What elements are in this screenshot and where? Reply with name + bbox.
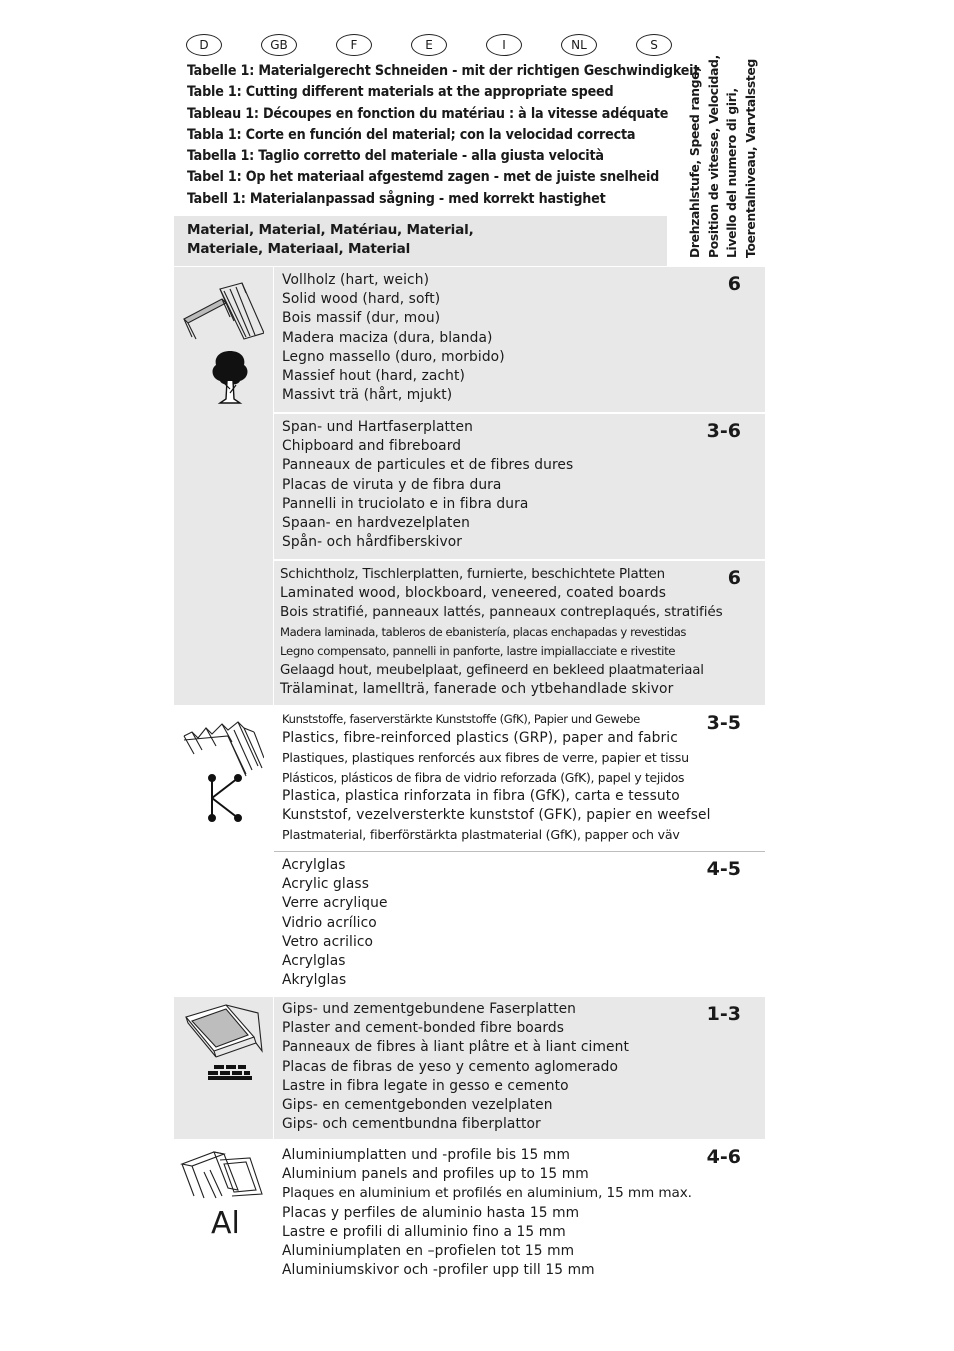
plastic-icon-cell bbox=[174, 706, 273, 996]
fibreboard-icon bbox=[182, 1003, 264, 1059]
row-text-line: Kunststoffe, faserverstärkte Kunststoffe (GfK), Papier und Gewebe bbox=[282, 712, 640, 726]
row-text-line: Schichtholz, Tischlerplatten, furnierte, beschichtete Platten bbox=[280, 567, 665, 582]
language-badge-i: I bbox=[486, 34, 522, 56]
row-text-line: Lastre in fibra legate in gesso e cemento bbox=[282, 1077, 569, 1094]
row-text-line: Vollholz (hart, weich) bbox=[282, 272, 430, 288]
aluminium-symbol: Al bbox=[211, 1206, 240, 1241]
speed-value: 6 bbox=[727, 567, 741, 589]
row-text-line: Plastics, fibre-reinforced plastics (GRP), paper and fabric bbox=[282, 730, 678, 747]
aluminium-profile-icon bbox=[180, 1150, 264, 1202]
row-text-line: Placas y perfiles de aluminio hasta 15 mm bbox=[282, 1204, 580, 1221]
table-row bbox=[274, 997, 765, 1139]
row-text-line: Pannelli in truciolato e in fibra dura bbox=[282, 495, 529, 512]
row-text-line: Laminated wood, blockboard, veneered, coated boards bbox=[280, 585, 666, 602]
row-text-line: Trälaminat, lamellträ, fanerade och ytbehandlade skivor bbox=[280, 681, 674, 698]
speed-value: 6 bbox=[727, 273, 741, 295]
wood-board-icon bbox=[182, 281, 264, 341]
table-row bbox=[274, 1140, 765, 1290]
row-text-line: Plastica, plastica rinforzata in fibra (GfK), carta e tessuto bbox=[282, 787, 680, 804]
fibreboard-icon-cell bbox=[174, 997, 273, 1139]
language-badge-f: F bbox=[336, 34, 372, 56]
row-text-line: Aluminiumplaten en –profielen tot 15 mm bbox=[282, 1243, 575, 1260]
row-text-line: Gips- en cementgebonden vezelplaten bbox=[282, 1097, 553, 1114]
row-text-line: Acrylglas bbox=[282, 857, 346, 873]
table-row bbox=[274, 414, 765, 559]
language-badge-e: E bbox=[411, 34, 447, 56]
row-text-line: Bois stratifié, panneaux lattés, panneaux contreplaqués, stratifiés bbox=[280, 604, 723, 621]
language-badge-s: S bbox=[636, 34, 672, 56]
language-badges bbox=[0, 34, 954, 56]
row-text-line: Plastmaterial, fiberförstärkta plastmaterial (GfK), papper och väv bbox=[282, 827, 680, 843]
aluminium-icon-cell bbox=[174, 1140, 273, 1290]
table-row bbox=[274, 267, 765, 412]
plastic-sheet-icon bbox=[182, 718, 264, 778]
speed-value: 4-5 bbox=[706, 858, 741, 880]
row-text-line: Gelaagd hout, meubelplaat, gefineerd en bekleed plaatmateriaal bbox=[280, 663, 704, 679]
language-badge-de: D bbox=[186, 34, 222, 56]
table-row bbox=[274, 706, 765, 850]
table-row bbox=[274, 561, 765, 705]
row-text-line: Panneaux de particules et de fibres dures bbox=[282, 457, 574, 474]
speed-header-line: Toerentalniveau, Varvtalssteg bbox=[743, 59, 758, 258]
row-text-line: Verre acrylique bbox=[282, 895, 388, 912]
row-text-line: Bois massif (dur, mou) bbox=[282, 310, 441, 327]
row-text-line: Vetro acrilico bbox=[282, 933, 374, 950]
row-text-line: Massivt trä (hårt, mjukt) bbox=[282, 387, 453, 404]
row-text-line: Acrylic glass bbox=[282, 876, 369, 893]
language-badge-gb: GB bbox=[261, 34, 297, 56]
row-text-line: Spaan- en hardvezelplaten bbox=[282, 515, 470, 532]
speed-header-line: Livello del numero di giri, bbox=[725, 88, 740, 258]
row-text-line: Gips- och cementbundna fiberplattor bbox=[282, 1116, 541, 1133]
row-text-line: Legno massello (duro, morbido) bbox=[282, 348, 505, 365]
title-gb: Table 1: Cutting different materials at the appropriate speed bbox=[187, 84, 614, 101]
language-badge-nl: NL bbox=[561, 34, 597, 56]
row-text-line: Plastiques, plastiques renforcés aux fibres de verre, papier et tissu bbox=[282, 750, 689, 766]
speed-column-header bbox=[686, 54, 758, 258]
row-text-line: Solid wood (hard, soft) bbox=[282, 291, 441, 308]
molecule-icon bbox=[204, 774, 244, 822]
title-nl: Tabel 1: Op het materiaal afgestemd zagen - met de juiste snelheid bbox=[187, 169, 660, 186]
row-text-line: Madera maciza (dura, blanda) bbox=[282, 329, 493, 346]
row-text-line: Gips- und zementgebundene Faserplatten bbox=[282, 1001, 577, 1017]
speed-value: 4-6 bbox=[706, 1146, 741, 1168]
row-text-line: Legno compensato, pannelli in panforte, lastre impiallacciate e rivestite bbox=[280, 643, 676, 658]
material-header-line: Material, Material, Matériau, Material, bbox=[187, 222, 474, 238]
material-column-header bbox=[174, 216, 667, 266]
row-text-line: Spån- och hårdfiberskivor bbox=[282, 534, 463, 551]
row-text-line: Kunststof, vezelversterkte kunststof (GFK), papier en weefsel bbox=[282, 807, 711, 824]
material-header-line: Materiale, Materiaal, Material bbox=[187, 241, 411, 257]
row-text-line: Placas de fibras de yeso y cemento aglomerado bbox=[282, 1058, 619, 1075]
row-text-line: Span- und Hartfaserplatten bbox=[282, 419, 473, 435]
speed-header-line: Position de vitesse, Velocidad, bbox=[706, 54, 721, 258]
speed-header-line: Drehzahlstufe, Speed range, bbox=[688, 67, 702, 258]
speed-value: 3-5 bbox=[706, 712, 741, 734]
row-text-line: Plaster and cement-bonded fibre boards bbox=[282, 1020, 565, 1037]
row-text-line: Lastre e profili di alluminio fino a 15 mm bbox=[282, 1223, 566, 1240]
title-s: Tabell 1: Materialanpassad sågning - med korrekt hastighet bbox=[187, 190, 606, 207]
speed-value: 1-3 bbox=[706, 1003, 741, 1025]
title-i: Tabella 1: Taglio corretto del materiale - alla giusta velocità bbox=[187, 148, 604, 165]
title-f: Tableau 1: Découpes en fonction du matériau : à la vitesse adéquate bbox=[187, 105, 669, 122]
row-text-line: Akrylglas bbox=[282, 972, 347, 989]
tree-icon bbox=[210, 349, 250, 405]
row-text-line: Madera laminada, tableros de ebanistería, placas enchapadas y revestidas bbox=[280, 624, 687, 639]
row-text-line: Panneaux de fibres à liant plâtre et à liant ciment bbox=[282, 1039, 629, 1056]
row-text-line: Aluminiumplatten und -profile bis 15 mm bbox=[282, 1147, 570, 1163]
table-row bbox=[274, 852, 765, 996]
row-text-line: Massief hout (hard, zacht) bbox=[282, 368, 465, 385]
row-text-line: Aluminium panels and profiles up to 15 mm bbox=[282, 1166, 589, 1183]
wood-icon-cell bbox=[174, 267, 273, 705]
row-text-line: Plaques en aluminium et profilés en aluminium, 15 mm max. bbox=[282, 1185, 692, 1202]
brick-icon bbox=[208, 1065, 252, 1081]
title-de: Tabelle 1: Materialgerecht Schneiden - mit der richtigen Geschwindigkeit bbox=[187, 63, 700, 79]
row-text-line: Aluminiumskivor och -profiler upp till 15 mm bbox=[282, 1262, 595, 1279]
row-text-line: Acrylglas bbox=[282, 953, 346, 970]
title-e: Tabla 1: Corte en función del material; con la velocidad correcta bbox=[187, 126, 636, 143]
row-text-line: Placas de viruta y de fibra dura bbox=[282, 476, 502, 493]
row-text-line: Chipboard and fibreboard bbox=[282, 438, 462, 455]
row-text-line: Plásticos, plásticos de fibra de vidrio reforzada (GfK), papel y tejidos bbox=[282, 769, 685, 785]
speed-value: 3-6 bbox=[706, 420, 741, 442]
row-text-line: Vidrio acrílico bbox=[282, 914, 377, 931]
